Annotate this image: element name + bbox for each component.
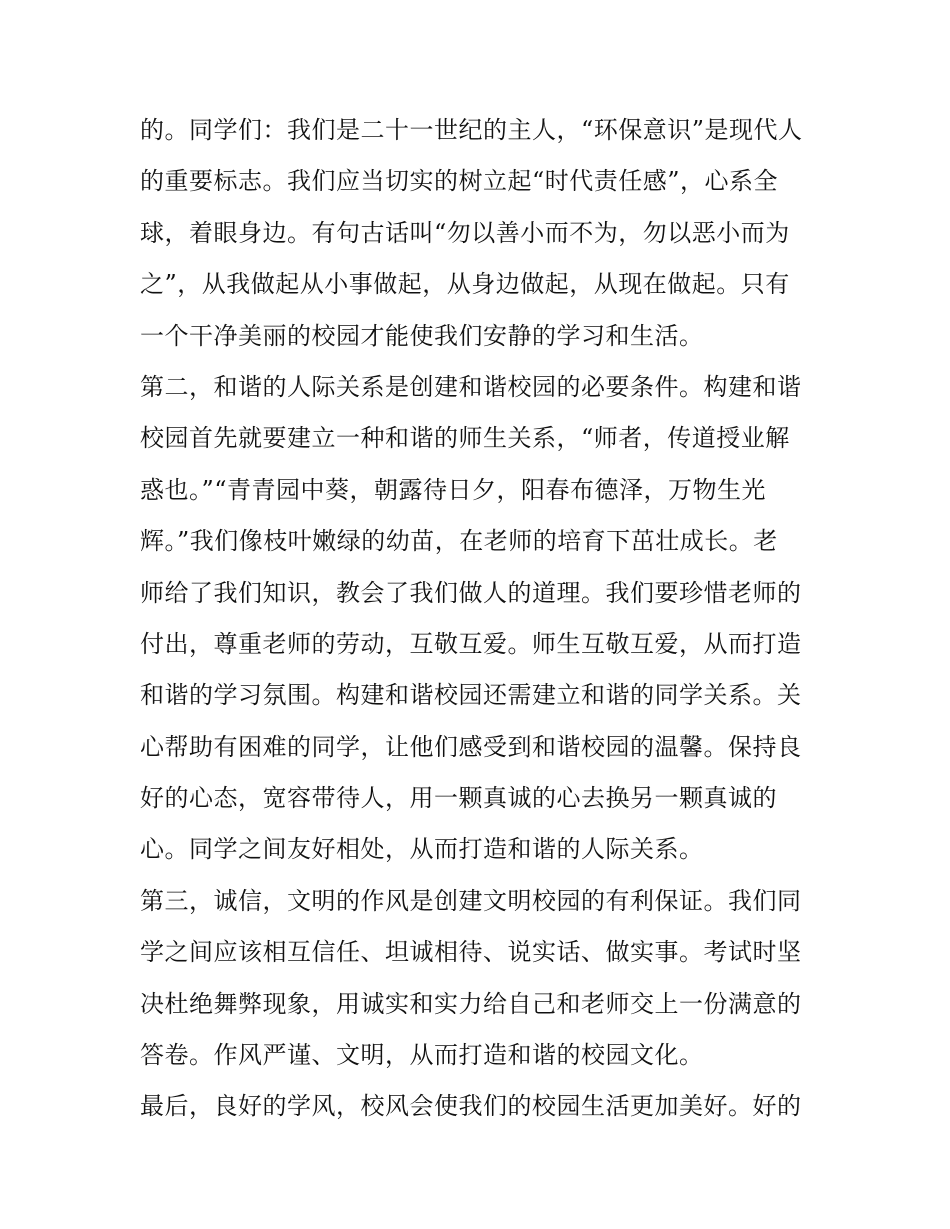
text-line: 心帮助有困难的同学，让他们感受到和谐校园的温馨。保持良 [140,732,802,761]
text-line: 答卷。作风严谨、文明，从而打造和谐的校园文化。 [140,1041,704,1070]
text-line: 惑也。”“青青园中葵，朝露待日夕，阳春布德泽，万物生光 [140,475,767,504]
text-line: 第三，诚信，文明的作风是创建文明校园的有利保证。我们同 [140,886,802,915]
text-line: 师给了我们知识，教会了我们做人的道理。我们要珍惜老师的 [140,578,802,607]
text-line: 决杜绝舞弊现象，用诚实和实力给自己和老师交上一份满意的 [140,989,802,1018]
text-line: 的重要标志。我们应当切实的树立起“时代责任感”，心系全 [140,167,779,196]
text-line: 辉。”我们像枝叶嫩绿的幼苗，在老师的培育下茁壮成长。老 [140,527,778,556]
document-body [140,105,820,1133]
text-line: 第二，和谐的人际关系是创建和谐校园的必要条件。构建和谐 [140,372,802,401]
text-line: 之”，从我做起从小事做起，从身边做起，从现在做起。只有 [140,270,790,299]
text-line: 付出，尊重老师的劳动，互敬互爱。师生互敬互爱，从而打造 [140,629,802,658]
text-line: 好的心态，宽容带待人，用一颗真诚的心去换另一颗真诚的 [140,784,777,813]
text-line: 心。同学之间友好相处，从而打造和谐的人际关系。 [140,835,704,864]
text-line: 学之间应该相互信任、坦诚相待、说实话、做实事。考试时坚 [140,938,802,967]
text-line: 一个干净美丽的校园才能使我们安静的学习和生活。 [140,321,704,350]
text-line: 校园首先就要建立一种和谐的师生关系，“师者，传道授业解 [140,424,790,453]
text-line: 和谐的学习氛围。构建和谐校园还需建立和谐的同学关系。关 [140,681,802,710]
text-line: 球，着眼身边。有句古话叫“勿以善小而不为，勿以恶小而为 [140,218,790,247]
text-line: 最后，良好的学风，校风会使我们的校园生活更加美好。好的 [140,1092,802,1121]
text-line: 的。同学们：我们是二十一世纪的主人，“环保意识”是现代人 [140,116,803,144]
